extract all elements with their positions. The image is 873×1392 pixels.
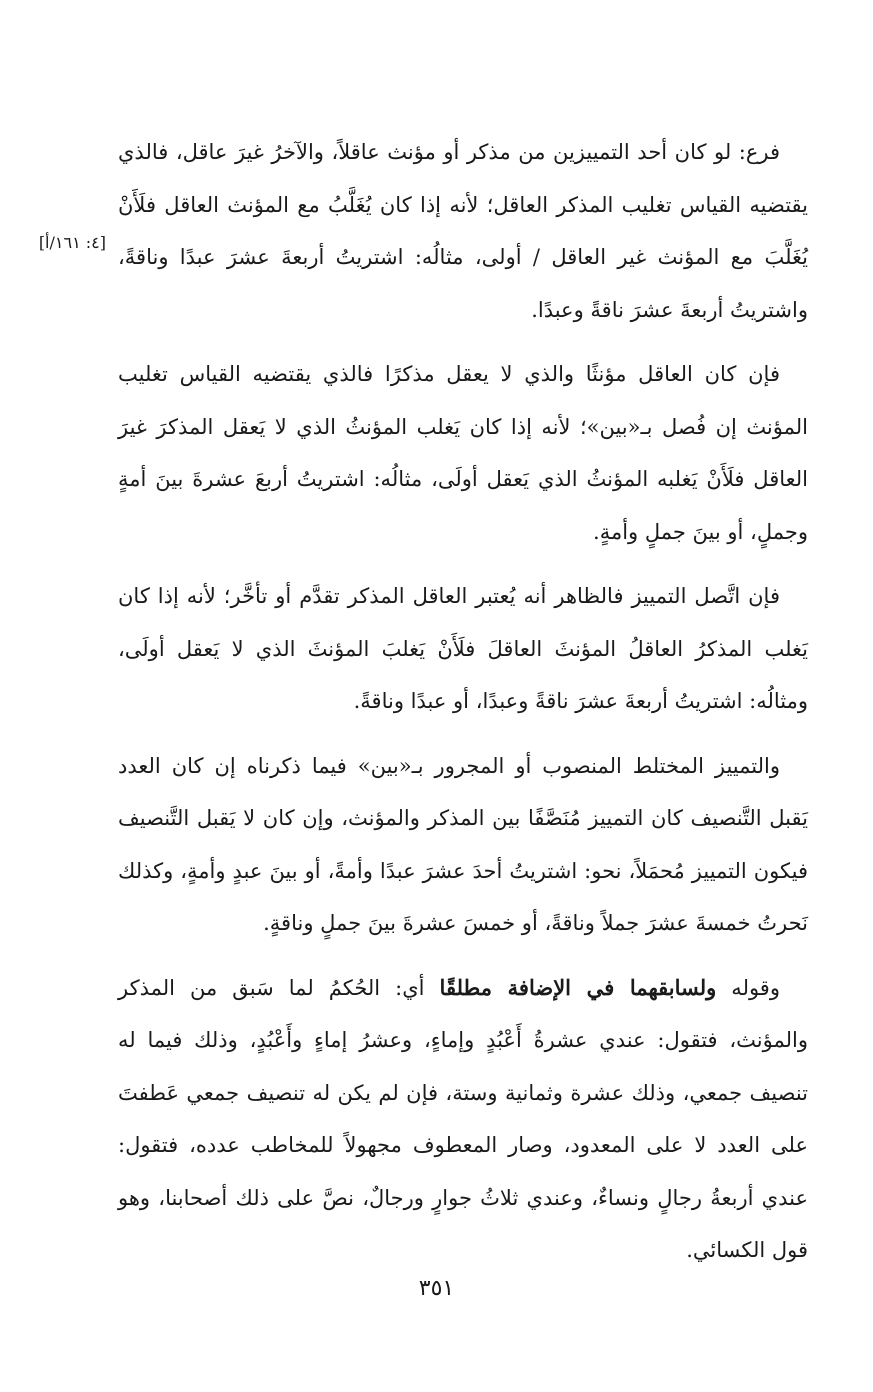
paragraph-1: فرع: لو كان أحد التمييزين من مذكر أو مؤنث عاقلاً، والآخرُ غيرَ عاقل، فالذي يقتضيه القياس تغليب المذكر العاقل؛ لأنه إذا كان يُغَلَّبُ مع المؤنث العاقل فلَأَنْ يُغَلَّبَ مع المؤنث غير العاقل / أولى، مثالُه: اشتريتُ أربعةَ عشرَ عبدًا وناقةً، واشتريتُ أربعةَ عشرَ ناقةً وعبدًا.	[118, 140, 808, 322]
quoted-phrase: ولسابقهما في الإضافة مطلقًا	[439, 974, 717, 1000]
main-text-block	[118, 126, 808, 1277]
paragraph-5-lead: وقوله	[716, 975, 780, 1000]
paragraph-3: فإن اتَّصل التمييز فالظاهر أنه يُعتبر العاقل المذكر تقدَّم أو تأخَّر؛ لأنه إذا كان يَغلب المذكرُ العاقلُ المؤنثَ العاقلَ فلَأَنْ يَغلبَ المؤنثَ الذي لا يَعقل أولَى، ومثالُه: اشتريتُ أربعةَ عشرَ ناقةً وعبدًا، أو عبدًا وناقةً.	[118, 584, 808, 713]
paragraph-2: فإن كان العاقل مؤنثًا والذي لا يعقل مذكرًا فالذي يقتضيه القياس تغليب المؤنث إن فُصل بـ«بين»؛ لأنه إذا كان يَغلب المؤنثُ الذي لا يَعقل المذكرَ غيرَ العاقل فلَأَنْ يَغلبه المؤنثُ الذي يَعقل أولَى، مثالُه: اشتريتُ أربعَ عشرةَ بينَ أمةٍ وجملٍ، أو بينَ جملٍ وأمةٍ.	[118, 362, 808, 544]
page-number: ٣٥١	[418, 1276, 455, 1301]
manuscript-folio-reference: [٤: ١٦١/أ]	[38, 233, 106, 252]
paragraph-5	[118, 962, 808, 1277]
paragraph-4: والتمييز المختلط المنصوب أو المجرور بـ«بين» فيما ذكرناه إن كان العدد يَقبل التَّنصيف كان التمييز مُنَصَّفًا بين المذكر والمؤنث، وإن كان لا يَقبل التَّنصيف فيكون التمييز مُحمَلاً، نحو: اشتريتُ أحدَ عشرَ عبدًا وأمةً، أو بينَ عبدٍ وأمةٍ، وكذلك نَحرتُ خمسةَ عشرَ جملاً وناقةً، أو خمسَ عشرةَ بينَ جملٍ وناقةٍ.	[118, 753, 808, 935]
paragraph-5-rest: أي: الحُكمُ لما سَبق من المذكر والمؤنث، فتقول: عندي عشرةُ أَعْبُدٍ وإماءٍ، وعشرُ إماءٍ وأَعْبُدٍ، وذلك فيما له تنصيف جمعي، وذلك عشرة وثمانية وستة، فإن لم يكن له تنصيف جمعي عَطفتَ على العدد لا على المعدود، وصار المعطوف مجهولاً للمخاطب عدده، فتقول: عندي أربعةُ رجالٍ ونساءٌ، وعندي ثلاثُ جوارٍ ورجالٌ، نصَّ على ذلك أصحابنا، وهو قول الكسائي.	[118, 975, 808, 1262]
